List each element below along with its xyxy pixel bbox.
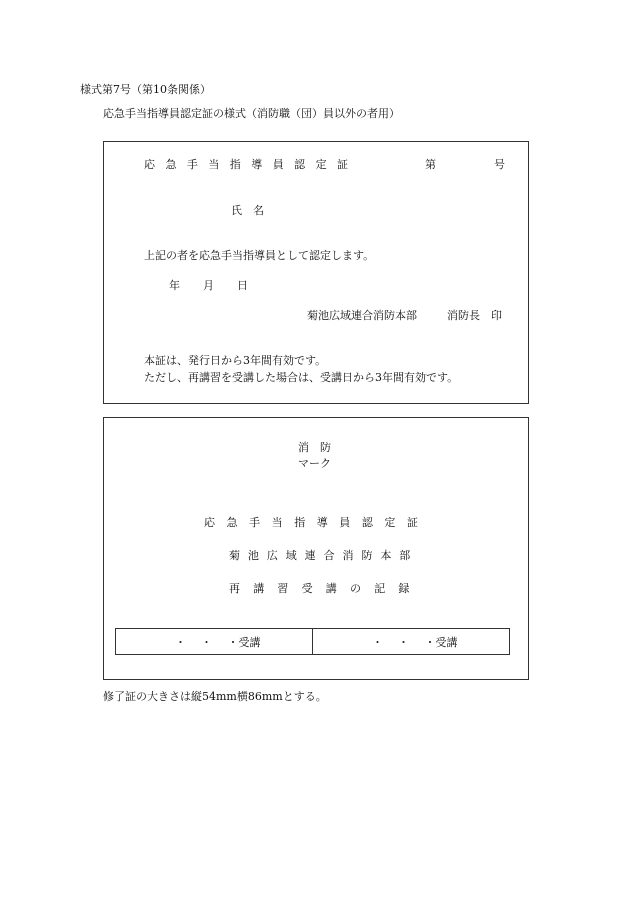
- record-2-label: ・受講: [424, 635, 458, 649]
- form-number: 様式第7号（第10条関係）: [80, 83, 211, 96]
- certificate-front-title: 応急手当指導員認定証: [144, 158, 359, 171]
- validity-line-1: 本証は、発行日から3年間有効です。: [144, 354, 327, 367]
- chief-seal: 消防長 印: [447, 309, 502, 322]
- record-1-label: ・受講: [227, 635, 261, 649]
- date-month-label: 月: [203, 279, 214, 292]
- certificate-number-suffix: 号: [494, 158, 505, 171]
- issuer-name: 菊池広域連合消防本部: [307, 309, 417, 322]
- record-cell-1: [116, 629, 312, 654]
- size-footnote: 修了証の大きさは縦54mm横86mmとする。: [103, 690, 327, 703]
- certificate-back-title: 応急手当指導員認定証: [204, 516, 430, 529]
- fire-mark-line-2: マーク: [298, 457, 331, 470]
- fire-mark-line-1: 消 防: [298, 441, 331, 454]
- certificate-number-prefix: 第: [425, 158, 436, 171]
- record-2-dot-2: ・: [398, 635, 409, 649]
- validity-line-2: ただし、再講習を受講した場合は、受講日から3年間有効です。: [144, 371, 459, 384]
- record-heading: 再講習受講の記録: [229, 582, 423, 595]
- date-day-label: 日: [237, 279, 248, 292]
- organization-name: 菊池広域連合消防本部: [229, 549, 419, 562]
- date-year-label: 年: [169, 279, 180, 292]
- name-label: 氏 名: [231, 204, 264, 217]
- record-1-dot-2: ・: [201, 635, 212, 649]
- certification-statement: 上記の者を応急手当指導員として認定します。: [144, 249, 375, 262]
- record-2-dot-1: ・: [372, 635, 383, 649]
- form-title: 応急手当指導員認定証の様式（消防職（団）員以外の者用）: [103, 107, 400, 120]
- record-1-dot-1: ・: [175, 635, 186, 649]
- re-training-record-table: [115, 628, 510, 655]
- record-cell-2: [312, 629, 509, 654]
